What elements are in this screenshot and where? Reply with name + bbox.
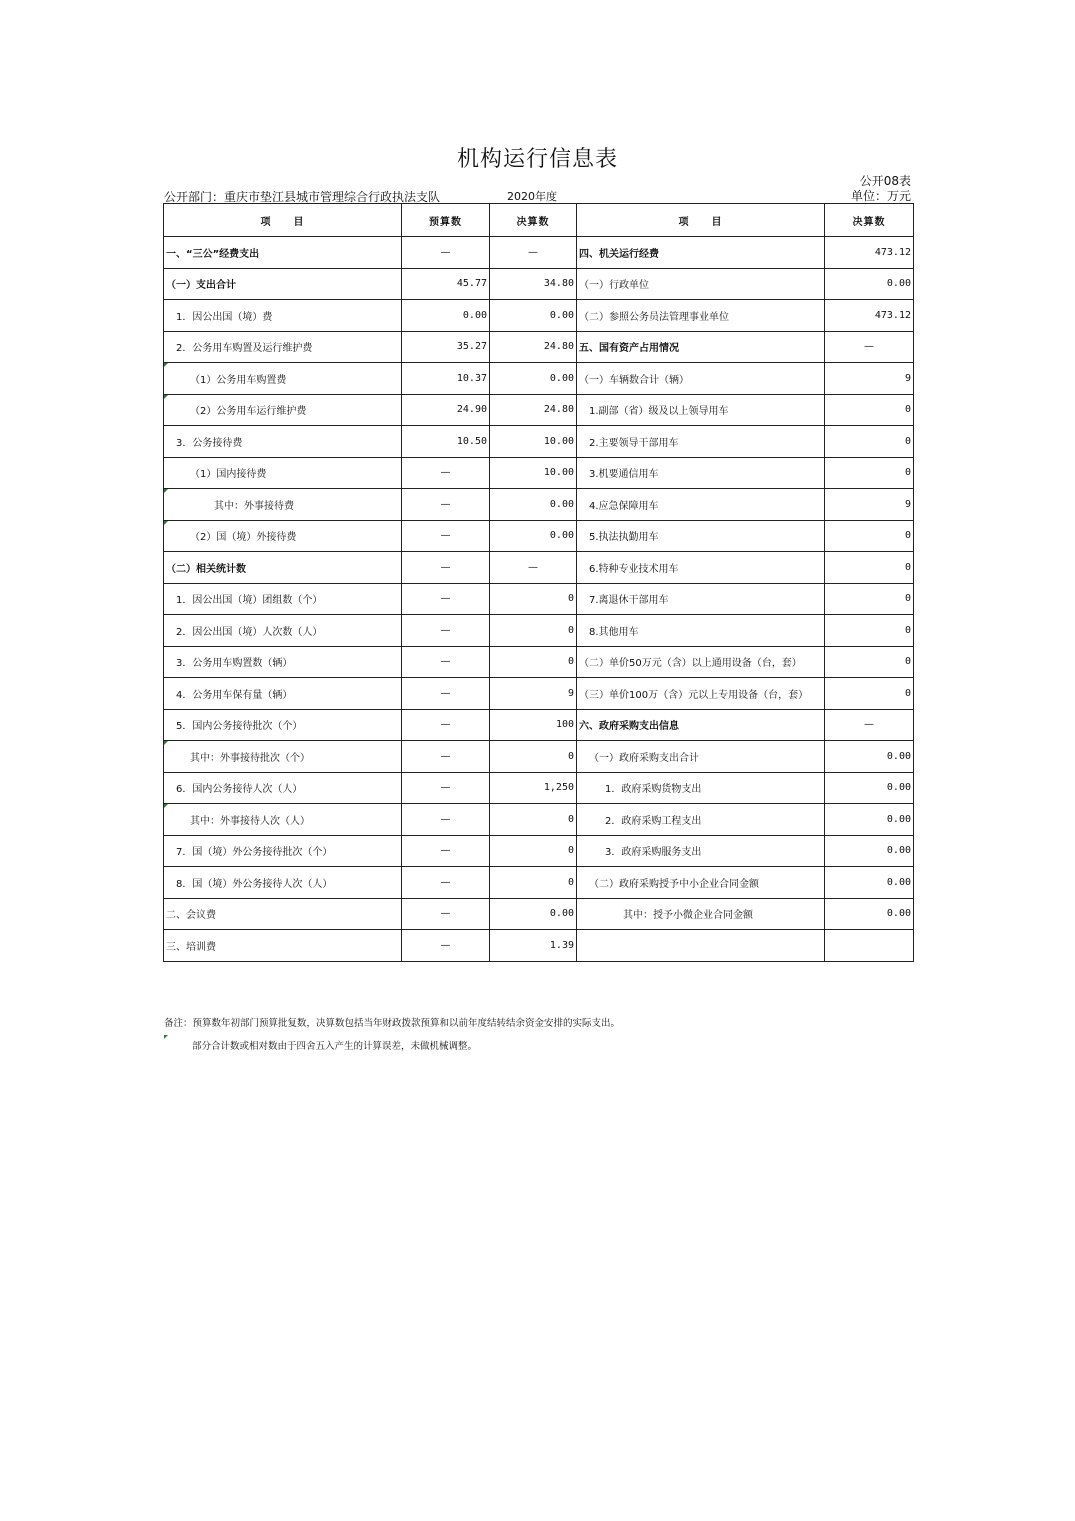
- header-final-right: 决算数: [825, 204, 914, 237]
- info-table: [163, 203, 914, 962]
- row-budget: 24.90: [402, 394, 490, 426]
- row-item-left: 7．国（境）外公务接待批次（个）: [164, 835, 402, 867]
- row-item-right: （三）单价100万（含）元以上专用设备（台，套）: [577, 678, 825, 710]
- row-item-right: 其中：授予小微企业合同金额: [577, 898, 825, 930]
- row-final-right: 0.00: [825, 772, 914, 804]
- table-row: [164, 804, 914, 836]
- table-row: [164, 583, 914, 615]
- table-row: [164, 426, 914, 458]
- header-item-left: 项 目: [164, 204, 402, 237]
- row-final-left: 1,250: [490, 772, 577, 804]
- row-item-left: 5．国内公务接待批次（个）: [164, 709, 402, 741]
- department-label: 公开部门：重庆市垫江县城市管理综合行政执法支队: [164, 190, 441, 204]
- table-row: [164, 331, 914, 363]
- row-final-left: 0: [490, 867, 577, 899]
- row-final-left: 0: [490, 646, 577, 678]
- row-budget: —: [402, 646, 490, 678]
- row-item-right: （二）政府采购授予中小企业合同金额: [577, 867, 825, 899]
- row-final-right: 0: [825, 678, 914, 710]
- row-item-right: 6.特种专业技术用车: [577, 552, 825, 584]
- row-final-right: 0.00: [825, 835, 914, 867]
- row-budget: —: [402, 678, 490, 710]
- row-final-right: 0: [825, 615, 914, 647]
- row-final-left: 9: [490, 678, 577, 710]
- row-budget: —: [402, 772, 490, 804]
- row-item-right: （一）车辆数合计（辆）: [577, 363, 825, 395]
- row-item-left: （2）国（境）外接待费: [164, 520, 402, 552]
- row-final-right: 0: [825, 426, 914, 458]
- row-final-left: 0: [490, 615, 577, 647]
- row-final-left: 0.00: [490, 489, 577, 521]
- row-final-left: 0.00: [490, 300, 577, 332]
- row-final-right: 0.00: [825, 898, 914, 930]
- table-row: [164, 678, 914, 710]
- row-budget: —: [402, 489, 490, 521]
- row-budget: —: [402, 520, 490, 552]
- table-row: [164, 394, 914, 426]
- row-final-right: 0.00: [825, 268, 914, 300]
- table-row: [164, 930, 914, 962]
- table-row: [164, 615, 914, 647]
- row-final-right: 0.00: [825, 804, 914, 836]
- table-row: [164, 237, 914, 269]
- row-item-right: （一）政府采购支出合计: [577, 741, 825, 773]
- row-final-right: 0: [825, 520, 914, 552]
- row-final-left: 0.00: [490, 898, 577, 930]
- row-final-left: —: [490, 552, 577, 584]
- row-final-left: 100: [490, 709, 577, 741]
- row-final-left: 1.39: [490, 930, 577, 962]
- row-budget: 10.50: [402, 426, 490, 458]
- row-item-left: 其中：外事接待费: [164, 489, 402, 521]
- row-item-right: （二）单价50万元（含）以上通用设备（台，套）: [577, 646, 825, 678]
- row-budget: —: [402, 804, 490, 836]
- row-item-right: 8.其他用车: [577, 615, 825, 647]
- row-item-left: （1）公务用车购置费: [164, 363, 402, 395]
- row-budget: —: [402, 709, 490, 741]
- row-item-right: 4.应急保障用车: [577, 489, 825, 521]
- row-budget: —: [402, 930, 490, 962]
- row-item-right: 3．政府采购服务支出: [577, 835, 825, 867]
- row-budget: 35.27: [402, 331, 490, 363]
- row-budget: —: [402, 835, 490, 867]
- row-item-right: 2．政府采购工程支出: [577, 804, 825, 836]
- row-budget: —: [402, 615, 490, 647]
- table-row: [164, 489, 914, 521]
- row-final-right: 0: [825, 646, 914, 678]
- table-header-row: [164, 204, 914, 237]
- row-final-right: 9: [825, 363, 914, 395]
- row-item-right: 六、政府采购支出信息: [577, 709, 825, 741]
- row-item-left: 2．公务用车购置及运行维护费: [164, 331, 402, 363]
- row-budget: —: [402, 898, 490, 930]
- row-item-left: 2．因公出国（境）人次数（人）: [164, 615, 402, 647]
- row-final-left: 0: [490, 804, 577, 836]
- row-item-left: （1）国内接待费: [164, 457, 402, 489]
- row-item-left: （二）相关统计数: [164, 552, 402, 584]
- row-item-left: 三、培训费: [164, 930, 402, 962]
- row-item-right: （二）参照公务员法管理事业单位: [577, 300, 825, 332]
- row-final-right: 0: [825, 457, 914, 489]
- table-row: [164, 268, 914, 300]
- row-final-left: 0: [490, 835, 577, 867]
- row-item-right: 3.机要通信用车: [577, 457, 825, 489]
- row-final-right: 473.12: [825, 300, 914, 332]
- table-row: [164, 709, 914, 741]
- table-row: [164, 300, 914, 332]
- row-final-left: 24.80: [490, 394, 577, 426]
- row-item-left: 一、“三公”经费支出: [164, 237, 402, 269]
- row-final-left: 10.00: [490, 426, 577, 458]
- notes: [164, 1012, 620, 1058]
- table-row: [164, 457, 914, 489]
- row-item-left: 1．因公出国（境）费: [164, 300, 402, 332]
- row-final-right: 0: [825, 394, 914, 426]
- header-item-right: 项 目: [577, 204, 825, 237]
- year-label: 2020年度: [507, 190, 557, 203]
- row-item-left: 二、会议费: [164, 898, 402, 930]
- table-row: [164, 363, 914, 395]
- note-line-2: 部分合计数或相对数由于四舍五入产生的计算误差，未做机械调整。: [164, 1035, 620, 1058]
- table-row: [164, 772, 914, 804]
- row-item-left: 4．公务用车保有量（辆）: [164, 678, 402, 710]
- row-final-left: 0: [490, 741, 577, 773]
- row-final-left: 10.00: [490, 457, 577, 489]
- row-item-right: 2.主要领导干部用车: [577, 426, 825, 458]
- row-budget: —: [402, 741, 490, 773]
- row-budget: —: [402, 457, 490, 489]
- table-row: [164, 646, 914, 678]
- row-item-right: 5.执法执勤用车: [577, 520, 825, 552]
- row-item-left: 其中：外事接待批次（个）: [164, 741, 402, 773]
- row-item-left: 1．因公出国（境）团组数（个）: [164, 583, 402, 615]
- unit-label: 单位：万元: [850, 189, 911, 203]
- row-final-right: 0: [825, 583, 914, 615]
- row-final-left: —: [490, 237, 577, 269]
- row-item-right: 1．政府采购货物支出: [577, 772, 825, 804]
- row-item-right: 7.离退休干部用车: [577, 583, 825, 615]
- table-row: [164, 867, 914, 899]
- table-row: [164, 741, 914, 773]
- row-item-left: 6．国内公务接待人次（人）: [164, 772, 402, 804]
- row-budget: —: [402, 583, 490, 615]
- row-budget: —: [402, 867, 490, 899]
- row-final-right: —: [825, 709, 914, 741]
- row-item-right: [577, 930, 825, 962]
- row-final-left: 0.00: [490, 520, 577, 552]
- header-budget: 预算数: [402, 204, 490, 237]
- row-final-right: 9: [825, 489, 914, 521]
- row-item-right: 四、机关运行经费: [577, 237, 825, 269]
- row-item-right: 五、国有资产占用情况: [577, 331, 825, 363]
- row-final-right: 0.00: [825, 741, 914, 773]
- row-item-left: 其中：外事接待人次（人）: [164, 804, 402, 836]
- table-row: [164, 898, 914, 930]
- table-row: [164, 552, 914, 584]
- row-item-left: （2）公务用车运行维护费: [164, 394, 402, 426]
- row-final-left: 0.00: [490, 363, 577, 395]
- row-budget: —: [402, 552, 490, 584]
- row-item-right: （一）行政单位: [577, 268, 825, 300]
- row-final-right: —: [825, 331, 914, 363]
- row-item-left: （一）支出合计: [164, 268, 402, 300]
- row-final-right: [825, 930, 914, 962]
- row-final-left: 34.80: [490, 268, 577, 300]
- page-title: 机构运行信息表: [456, 147, 618, 172]
- row-item-left: 3．公务接待费: [164, 426, 402, 458]
- row-final-right: 0: [825, 552, 914, 584]
- row-final-right: 473.12: [825, 237, 914, 269]
- row-final-right: 0.00: [825, 867, 914, 899]
- row-budget: —: [402, 237, 490, 269]
- table-row: [164, 835, 914, 867]
- row-budget: 0.00: [402, 300, 490, 332]
- row-final-left: 24.80: [490, 331, 577, 363]
- table-row: [164, 520, 914, 552]
- row-budget: 45.77: [402, 268, 490, 300]
- note-line-1: 备注：预算数年初部门预算批复数，决算数包括当年财政拨款预算和以前年度结转结余资金安排的实际支出。: [164, 1018, 621, 1029]
- form-code: 公开08表: [859, 174, 911, 188]
- header-final-left: 决算数: [490, 204, 577, 237]
- row-budget: 10.37: [402, 363, 490, 395]
- row-item-right: 1.副部（省）级及以上领导用车: [577, 394, 825, 426]
- row-final-left: 0: [490, 583, 577, 615]
- row-item-left: 8．国（境）外公务接待人次（人）: [164, 867, 402, 899]
- row-item-left: 3．公务用车购置数（辆）: [164, 646, 402, 678]
